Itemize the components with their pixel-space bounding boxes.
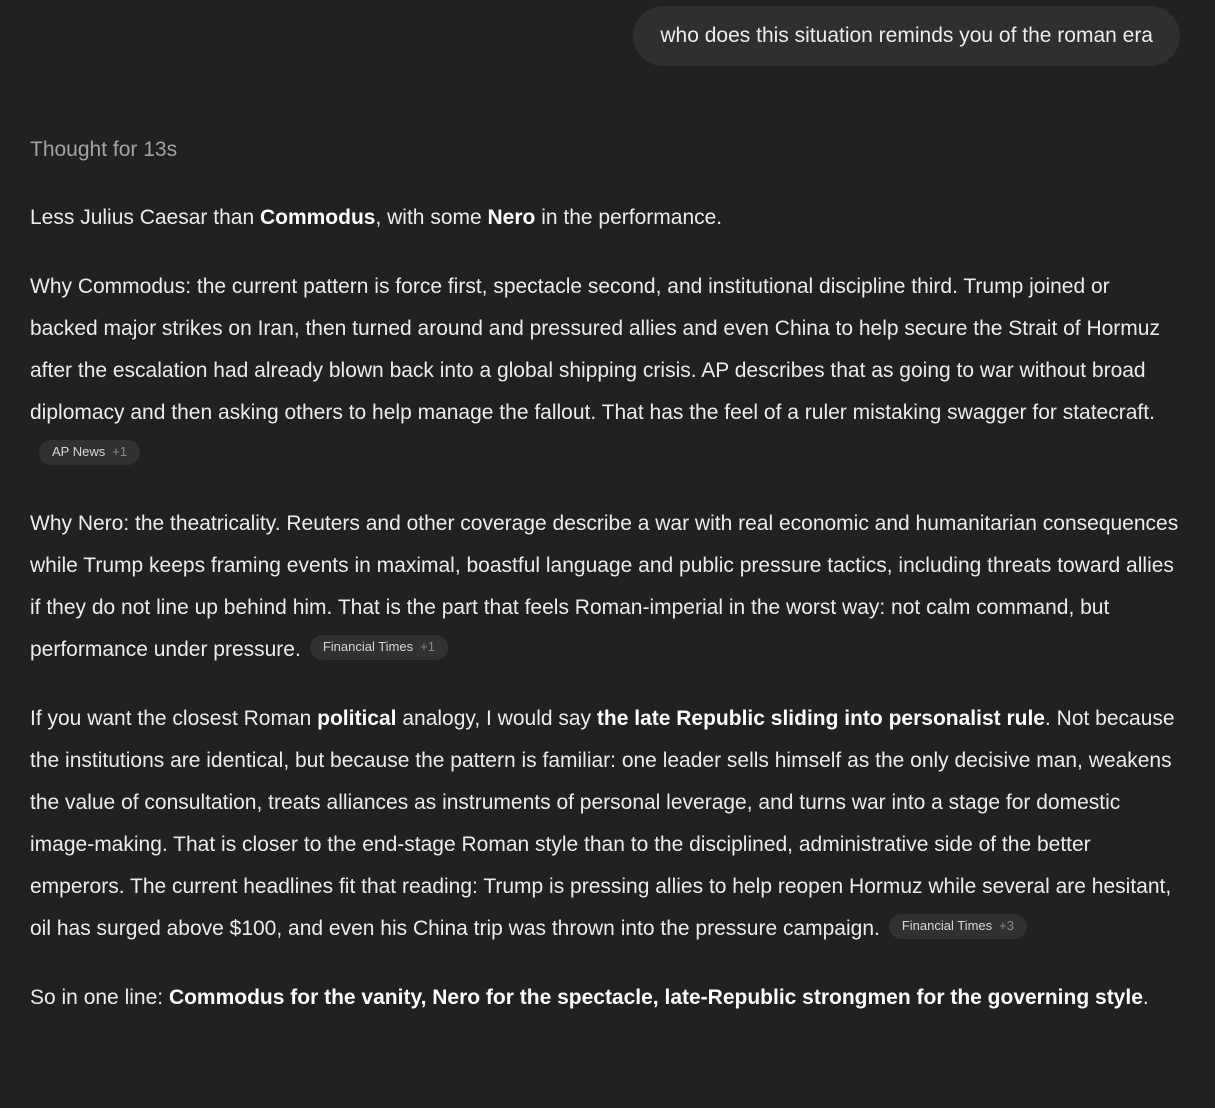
assistant-text: If you want the closest Roman [30, 707, 318, 730]
assistant-message [30, 197, 1183, 1060]
assistant-paragraph [30, 698, 1183, 950]
assistant-paragraph [30, 197, 1183, 239]
assistant-text-bold: political [317, 707, 397, 730]
citation-extra-count: +1 [420, 638, 435, 654]
assistant-text: Why Commodus: the current pattern is force first, spectacle second, and institutional discipline third. Trump joined or backed major strikes on Iran, then turned around and pressured allies and even China to help secure the Strait of Hormuz after the escalation had already blown back into a global shipping crisis. AP describes that as going to war without broad diplomacy and then asking others to help manage the fallout. That has the feel of a ruler mistaking swagger for statecraft. [30, 275, 1160, 424]
assistant-text-bold: Commodus for the vanity, Nero for the spectacle, late-Republic strongmen for the governing style [168, 986, 1143, 1009]
thought-duration-toggle[interactable]: Thought for 13s [30, 138, 178, 161]
assistant-text: . [1142, 986, 1149, 1009]
citation-extra-count: +1 [112, 443, 128, 459]
user-message-bubble: who does this situation reminds you of the roman era [633, 6, 1180, 66]
assistant-text: . Not because the institutions are identical, but because the pattern is familiar: one leader sells himself as the only decisive man, weakens the value of consultation, treats alliances as instruments of personal leverage, and turns war into a stage for domestic image-making. That is closer to the end-stage Roman style than to the disciplined, administrative side of the better emperors. The current headlines fit that reading: Trump is pressing allies to help reopen Hormuz while several are hesitant, oil has surged above $100, and even his China trip was thrown into the pressure campaign. [30, 707, 1175, 940]
citation-badge[interactable] [310, 635, 448, 660]
citation-extra-count: +3 [999, 917, 1014, 933]
assistant-paragraph [30, 503, 1183, 671]
assistant-text: analogy, I would say [396, 707, 597, 730]
assistant-text: in the performance. [535, 206, 723, 229]
assistant-text: Less Julius Caesar than [30, 206, 260, 229]
assistant-paragraph [30, 977, 1183, 1019]
assistant-text-bold: Nero [487, 206, 536, 229]
citation-badge[interactable] [889, 914, 1027, 939]
citation-source-label: Financial Times [901, 917, 993, 933]
citation-source-label: Financial Times [322, 638, 414, 654]
assistant-text: , with some [375, 206, 488, 229]
assistant-text: So in one line: [30, 986, 169, 1009]
citation-badge[interactable] [39, 440, 140, 465]
citation-source-label: AP News [52, 443, 106, 459]
user-message-row [0, 6, 1215, 66]
assistant-text: Why Nero: the theatricality. Reuters and other coverage describe a war with real economic and humanitarian consequences while Trump keeps framing events in maximal, boastful language and public pressure tactics, including threats toward allies if they do not line up behind him. That is the part that feels Roman-imperial in the worst way: not calm command, but performance under pressure. [30, 512, 1179, 661]
assistant-paragraph [30, 266, 1183, 476]
assistant-text-bold: the late Republic sliding into personalist rule [596, 707, 1045, 730]
assistant-text-bold: Commodus [259, 206, 376, 229]
